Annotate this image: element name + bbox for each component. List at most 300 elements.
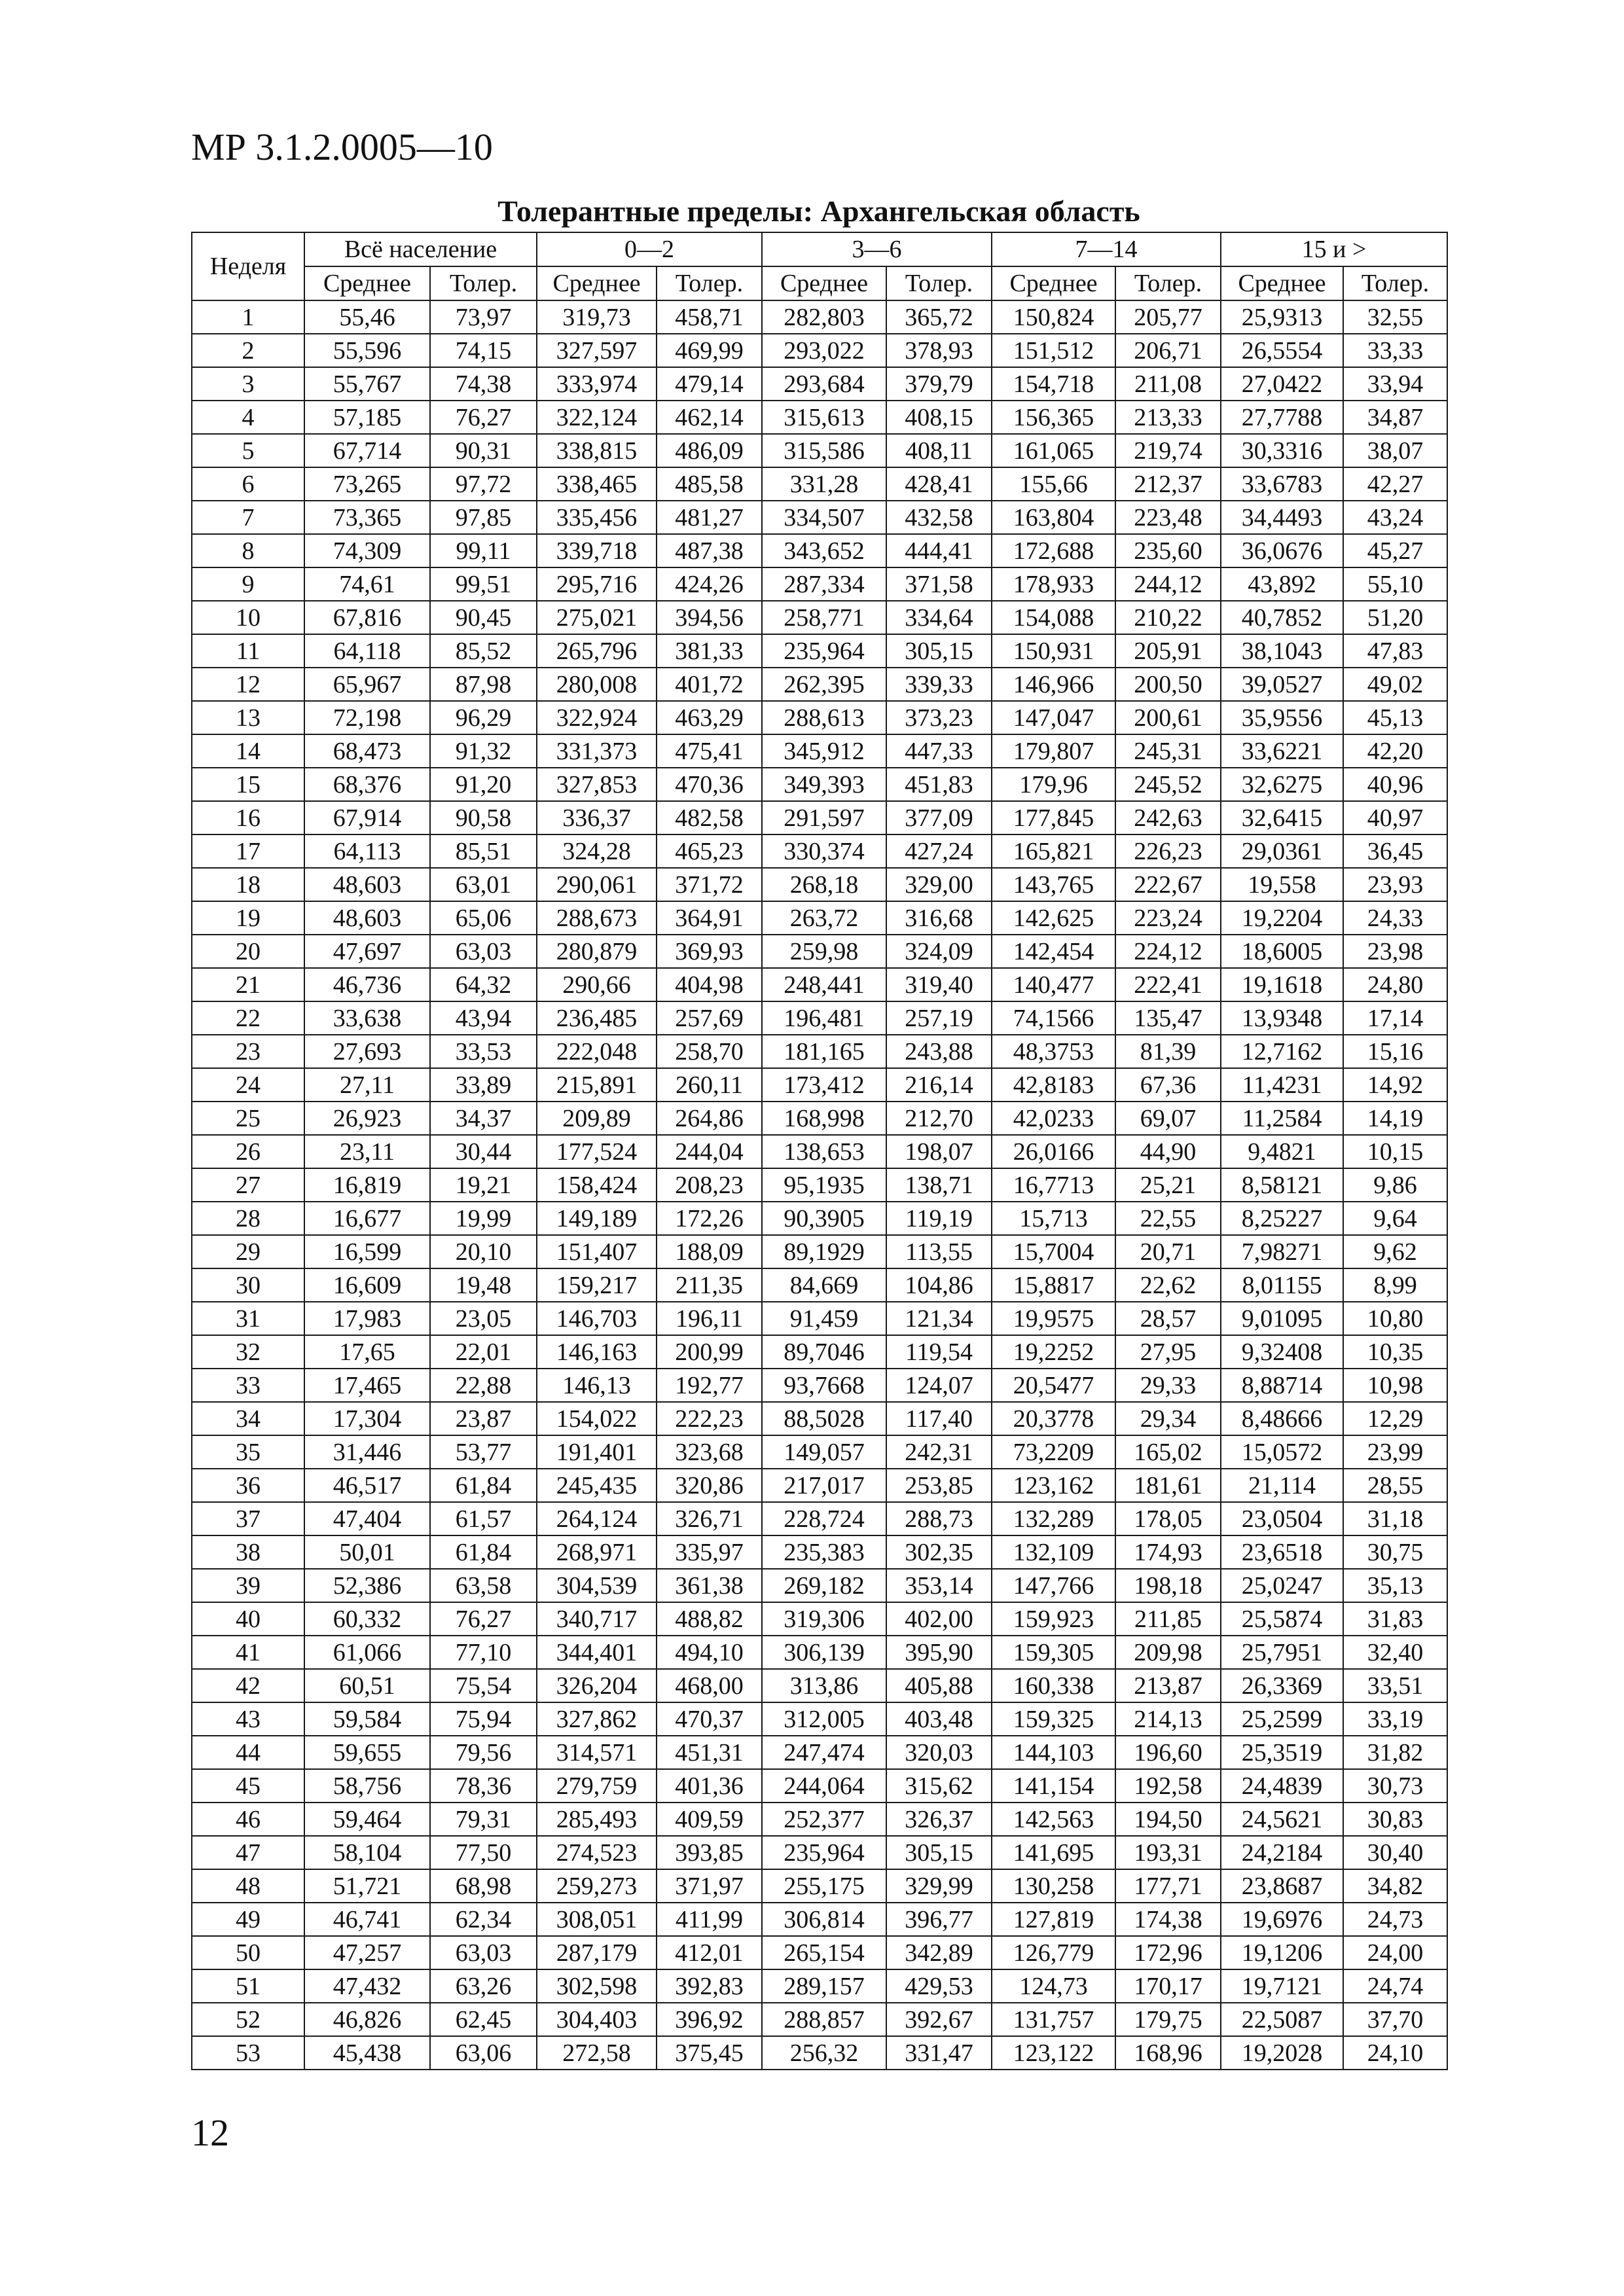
table-row <box>192 701 1447 734</box>
age-0-2-tolerance-cell: 465,23 <box>657 834 762 868</box>
table-row <box>192 1669 1447 1702</box>
age-15-plus-mean-cell: 26,5554 <box>1221 334 1343 367</box>
all-tolerance-cell: 63,06 <box>430 2036 537 2070</box>
age-15-plus-tolerance-cell: 10,98 <box>1343 1369 1447 1402</box>
age-7-14-mean-cell: 26,0166 <box>992 1135 1115 1168</box>
age-15-plus-mean-cell: 34,4493 <box>1221 501 1343 534</box>
age-3-6-tolerance-cell: 365,72 <box>886 300 992 334</box>
age-7-14-mean-cell: 141,695 <box>992 1836 1115 1869</box>
table-row <box>192 467 1447 501</box>
all-tolerance-cell: 19,21 <box>430 1168 537 1202</box>
age-7-14-mean-cell: 130,258 <box>992 1869 1115 1903</box>
age-7-14-tolerance-cell: 210,22 <box>1115 601 1221 634</box>
age-0-2-mean-cell: 338,815 <box>537 434 657 467</box>
age-7-14-mean-cell: 179,96 <box>992 768 1115 801</box>
week-cell: 18 <box>192 868 304 901</box>
age-3-6-tolerance-cell: 331,47 <box>886 2036 992 2070</box>
week-cell: 15 <box>192 768 304 801</box>
all-tolerance-cell: 19,48 <box>430 1268 537 1302</box>
age-3-6-tolerance-cell: 253,85 <box>886 1469 992 1502</box>
table-row <box>192 1135 1447 1168</box>
table-row <box>192 768 1447 801</box>
age-3-6-tolerance-cell: 121,34 <box>886 1302 992 1335</box>
age-3-6-mean-cell: 235,964 <box>762 1836 886 1869</box>
age-3-6-mean-cell: 90,3905 <box>762 1202 886 1235</box>
week-cell: 11 <box>192 634 304 668</box>
all-mean-cell: 27,11 <box>304 1068 430 1102</box>
age-15-plus-mean-cell: 26,3369 <box>1221 1669 1343 1702</box>
age-15-plus-mean-cell: 24,2184 <box>1221 1836 1343 1869</box>
age-15-plus-tolerance-cell: 24,00 <box>1343 1936 1447 1969</box>
age-3-6-mean-cell: 84,669 <box>762 1268 886 1302</box>
age-3-6-mean-cell: 262,395 <box>762 668 886 701</box>
age-7-14-tolerance-cell: 25,21 <box>1115 1168 1221 1202</box>
age-3-6-mean-cell: 247,474 <box>762 1736 886 1769</box>
week-cell: 53 <box>192 2036 304 2070</box>
age-7-14-tolerance-cell: 222,67 <box>1115 868 1221 901</box>
age-7-14-mean-cell: 142,454 <box>992 935 1115 968</box>
age-0-2-mean-cell: 288,673 <box>537 901 657 935</box>
all-tolerance-cell: 33,53 <box>430 1035 537 1068</box>
age-0-2-mean-cell: 326,204 <box>537 1669 657 1702</box>
age-15-plus-tolerance-cell: 30,83 <box>1343 1803 1447 1836</box>
all-mean-cell: 74,61 <box>304 567 430 601</box>
week-cell: 21 <box>192 968 304 1001</box>
age-7-14-mean-cell: 142,563 <box>992 1803 1115 1836</box>
all-mean-cell: 61,066 <box>304 1636 430 1669</box>
all-mean-cell: 74,309 <box>304 534 430 567</box>
age-3-6-tolerance-cell: 395,90 <box>886 1636 992 1669</box>
age-15-plus-tolerance-cell: 17,14 <box>1343 1001 1447 1035</box>
age-15-plus-tolerance-cell: 9,64 <box>1343 1202 1447 1235</box>
age-15-plus-mean-cell: 11,2584 <box>1221 1102 1343 1135</box>
age-7-14-mean-cell: 74,1566 <box>992 1001 1115 1035</box>
table-row <box>192 1001 1447 1035</box>
age-15-plus-tolerance-cell: 24,10 <box>1343 2036 1447 2070</box>
all-mean-cell: 64,118 <box>304 634 430 668</box>
age-3-6-tolerance-cell: 242,31 <box>886 1435 992 1469</box>
all-mean-cell: 33,638 <box>304 1001 430 1035</box>
tolerance-limits-table <box>191 232 1448 2070</box>
age-0-2-mean-cell: 222,048 <box>537 1035 657 1068</box>
age-15-plus-mean-cell: 21,114 <box>1221 1469 1343 1502</box>
all-mean-cell: 60,51 <box>304 1669 430 1702</box>
age-0-2-mean-cell: 209,89 <box>537 1102 657 1135</box>
age-7-14-tolerance-cell: 174,38 <box>1115 1903 1221 1936</box>
age-3-6-tolerance-cell: 320,03 <box>886 1736 992 1769</box>
table-row <box>192 367 1447 401</box>
age-15-plus-tolerance-cell: 35,13 <box>1343 1569 1447 1602</box>
table-row <box>192 334 1447 367</box>
age-15-plus-mean-cell: 39,0527 <box>1221 668 1343 701</box>
age-3-6-tolerance-cell: 329,99 <box>886 1869 992 1903</box>
week-cell: 17 <box>192 834 304 868</box>
week-cell: 40 <box>192 1602 304 1636</box>
age-15-plus-mean-cell: 23,8687 <box>1221 1869 1343 1903</box>
age-15-plus-tolerance-cell: 23,99 <box>1343 1435 1447 1469</box>
subheader-tolerance: Толер. <box>886 266 992 300</box>
table-row <box>192 1636 1447 1669</box>
all-mean-cell: 17,983 <box>304 1302 430 1335</box>
age-3-6-mean-cell: 173,412 <box>762 1068 886 1102</box>
age-0-2-tolerance-cell: 462,14 <box>657 401 762 434</box>
all-tolerance-cell: 63,03 <box>430 935 537 968</box>
table-row <box>192 801 1447 834</box>
age-3-6-mean-cell: 93,7668 <box>762 1369 886 1402</box>
all-mean-cell: 73,265 <box>304 467 430 501</box>
age-7-14-tolerance-cell: 209,98 <box>1115 1636 1221 1669</box>
age-7-14-mean-cell: 143,765 <box>992 868 1115 901</box>
age-7-14-tolerance-cell: 245,31 <box>1115 734 1221 768</box>
age-15-plus-mean-cell: 8,58121 <box>1221 1168 1343 1202</box>
all-mean-cell: 72,198 <box>304 701 430 734</box>
table-row <box>192 1335 1447 1369</box>
age-7-14-mean-cell: 155,66 <box>992 467 1115 501</box>
all-mean-cell: 65,967 <box>304 668 430 701</box>
age-15-plus-tolerance-cell: 10,80 <box>1343 1302 1447 1335</box>
age-15-plus-tolerance-cell: 37,70 <box>1343 2003 1447 2036</box>
age-0-2-tolerance-cell: 335,97 <box>657 1535 762 1569</box>
week-cell: 33 <box>192 1369 304 1402</box>
age-3-6-tolerance-cell: 288,73 <box>886 1502 992 1535</box>
week-cell: 22 <box>192 1001 304 1035</box>
age-15-plus-mean-cell: 19,1206 <box>1221 1936 1343 1969</box>
age-7-14-tolerance-cell: 44,90 <box>1115 1135 1221 1168</box>
age-3-6-mean-cell: 282,803 <box>762 300 886 334</box>
age-15-plus-tolerance-cell: 24,80 <box>1343 968 1447 1001</box>
age-7-14-tolerance-cell: 242,63 <box>1115 801 1221 834</box>
all-mean-cell: 52,386 <box>304 1569 430 1602</box>
age-15-plus-tolerance-cell: 42,20 <box>1343 734 1447 768</box>
age-15-plus-mean-cell: 9,4821 <box>1221 1135 1343 1168</box>
age-3-6-mean-cell: 306,139 <box>762 1636 886 1669</box>
age-7-14-mean-cell: 154,088 <box>992 601 1115 634</box>
age-0-2-mean-cell: 304,403 <box>537 2003 657 2036</box>
table-row <box>192 300 1447 334</box>
age-15-plus-mean-cell: 24,5621 <box>1221 1803 1343 1836</box>
table-row <box>192 1535 1447 1569</box>
age-0-2-mean-cell: 338,465 <box>537 467 657 501</box>
age-15-plus-mean-cell: 12,7162 <box>1221 1035 1343 1068</box>
all-tolerance-cell: 68,98 <box>430 1869 537 1903</box>
age-7-14-mean-cell: 161,065 <box>992 434 1115 467</box>
age-15-plus-mean-cell: 24,4839 <box>1221 1769 1343 1803</box>
age-7-14-tolerance-cell: 177,71 <box>1115 1869 1221 1903</box>
all-mean-cell: 16,599 <box>304 1235 430 1268</box>
all-mean-cell: 58,756 <box>304 1769 430 1803</box>
age-3-6-tolerance-cell: 408,15 <box>886 401 992 434</box>
age-15-plus-tolerance-cell: 23,98 <box>1343 935 1447 968</box>
age-7-14-mean-cell: 154,718 <box>992 367 1115 401</box>
age-3-6-tolerance-cell: 432,58 <box>886 501 992 534</box>
age-15-plus-tolerance-cell: 24,33 <box>1343 901 1447 935</box>
age-7-14-tolerance-cell: 178,05 <box>1115 1502 1221 1535</box>
all-tolerance-cell: 23,05 <box>430 1302 537 1335</box>
all-tolerance-cell: 78,36 <box>430 1769 537 1803</box>
all-tolerance-cell: 90,58 <box>430 801 537 834</box>
week-cell: 43 <box>192 1702 304 1736</box>
age-7-14-mean-cell: 177,845 <box>992 801 1115 834</box>
subheader-tolerance: Толер. <box>657 266 762 300</box>
table-row <box>192 1469 1447 1502</box>
week-cell: 27 <box>192 1168 304 1202</box>
age-15-plus-mean-cell: 8,25227 <box>1221 1202 1343 1235</box>
age-0-2-tolerance-cell: 470,36 <box>657 768 762 801</box>
all-tolerance-cell: 63,58 <box>430 1569 537 1602</box>
age-3-6-tolerance-cell: 319,40 <box>886 968 992 1001</box>
age-7-14-tolerance-cell: 214,13 <box>1115 1702 1221 1736</box>
age-15-plus-tolerance-cell: 30,73 <box>1343 1769 1447 1803</box>
subheader-tolerance: Толер. <box>1343 266 1447 300</box>
table-header-groups <box>192 232 1447 266</box>
age-7-14-tolerance-cell: 222,41 <box>1115 968 1221 1001</box>
week-cell: 16 <box>192 801 304 834</box>
age-0-2-mean-cell: 151,407 <box>537 1235 657 1268</box>
table-row <box>192 1302 1447 1335</box>
all-mean-cell: 27,693 <box>304 1035 430 1068</box>
table-row <box>192 1435 1447 1469</box>
age-0-2-mean-cell: 149,189 <box>537 1202 657 1235</box>
age-0-2-tolerance-cell: 486,09 <box>657 434 762 467</box>
table-row <box>192 834 1447 868</box>
all-mean-cell: 48,603 <box>304 868 430 901</box>
age-0-2-mean-cell: 146,13 <box>537 1369 657 1402</box>
age-3-6-mean-cell: 293,684 <box>762 367 886 401</box>
all-tolerance-cell: 74,15 <box>430 334 537 367</box>
age-3-6-tolerance-cell: 378,93 <box>886 334 992 367</box>
age-0-2-mean-cell: 191,401 <box>537 1435 657 1469</box>
age-7-14-tolerance-cell: 212,37 <box>1115 467 1221 501</box>
age-0-2-tolerance-cell: 394,56 <box>657 601 762 634</box>
age-15-plus-tolerance-cell: 24,74 <box>1343 1969 1447 2003</box>
age-7-14-tolerance-cell: 192,58 <box>1115 1769 1221 1803</box>
document-code: МР 3.1.2.0005—10 <box>191 126 493 168</box>
all-tolerance-cell: 33,89 <box>430 1068 537 1102</box>
age-0-2-mean-cell: 158,424 <box>537 1168 657 1202</box>
table-row <box>192 2003 1447 2036</box>
week-cell: 5 <box>192 434 304 467</box>
week-cell: 30 <box>192 1268 304 1302</box>
all-tolerance-cell: 64,32 <box>430 968 537 1001</box>
age-15-plus-mean-cell: 8,88714 <box>1221 1369 1343 1402</box>
age-0-2-mean-cell: 280,008 <box>537 668 657 701</box>
age-15-plus-mean-cell: 19,6976 <box>1221 1903 1343 1936</box>
age-15-plus-tolerance-cell: 23,93 <box>1343 868 1447 901</box>
age-0-2-mean-cell: 314,571 <box>537 1736 657 1769</box>
table-row <box>192 1736 1447 1769</box>
age-15-plus-tolerance-cell: 40,96 <box>1343 768 1447 801</box>
table-row <box>192 634 1447 668</box>
age-0-2-tolerance-cell: 487,38 <box>657 534 762 567</box>
age-7-14-mean-cell: 20,3778 <box>992 1402 1115 1435</box>
age-15-plus-mean-cell: 35,9556 <box>1221 701 1343 734</box>
age-7-14-tolerance-cell: 168,96 <box>1115 2036 1221 2070</box>
week-cell: 28 <box>192 1202 304 1235</box>
age-3-6-tolerance-cell: 373,23 <box>886 701 992 734</box>
all-mean-cell: 55,767 <box>304 367 430 401</box>
age-15-plus-tolerance-cell: 15,16 <box>1343 1035 1447 1068</box>
all-tolerance-cell: 77,10 <box>430 1636 537 1669</box>
age-15-plus-tolerance-cell: 40,97 <box>1343 801 1447 834</box>
age-3-6-mean-cell: 349,393 <box>762 768 886 801</box>
age-7-14-tolerance-cell: 200,61 <box>1115 701 1221 734</box>
age-0-2-mean-cell: 331,373 <box>537 734 657 768</box>
age-0-2-tolerance-cell: 392,83 <box>657 1969 762 2003</box>
age-15-plus-tolerance-cell: 32,55 <box>1343 300 1447 334</box>
week-cell: 46 <box>192 1803 304 1836</box>
age-0-2-tolerance-cell: 401,36 <box>657 1769 762 1803</box>
all-mean-cell: 48,603 <box>304 901 430 935</box>
age-15-plus-mean-cell: 25,3519 <box>1221 1736 1343 1769</box>
age-7-14-tolerance-cell: 165,02 <box>1115 1435 1221 1469</box>
table-row <box>192 1369 1447 1402</box>
age-0-2-tolerance-cell: 320,86 <box>657 1469 762 1502</box>
age-3-6-mean-cell: 312,005 <box>762 1702 886 1736</box>
table-row <box>192 901 1447 935</box>
age-15-plus-tolerance-cell: 31,83 <box>1343 1602 1447 1636</box>
all-tolerance-cell: 97,72 <box>430 467 537 501</box>
age-3-6-mean-cell: 306,814 <box>762 1903 886 1936</box>
age-7-14-tolerance-cell: 174,93 <box>1115 1535 1221 1569</box>
week-cell: 49 <box>192 1903 304 1936</box>
week-cell: 6 <box>192 467 304 501</box>
age-0-2-tolerance-cell: 451,31 <box>657 1736 762 1769</box>
age-0-2-tolerance-cell: 371,97 <box>657 1869 762 1903</box>
age-7-14-mean-cell: 179,807 <box>992 734 1115 768</box>
age-15-plus-mean-cell: 25,9313 <box>1221 300 1343 334</box>
week-cell: 45 <box>192 1769 304 1803</box>
age-3-6-mean-cell: 313,86 <box>762 1669 886 1702</box>
table-row <box>192 668 1447 701</box>
age-7-14-tolerance-cell: 194,50 <box>1115 1803 1221 1836</box>
age-3-6-mean-cell: 258,771 <box>762 601 886 634</box>
age-0-2-mean-cell: 335,456 <box>537 501 657 534</box>
age-15-plus-mean-cell: 25,0247 <box>1221 1569 1343 1602</box>
all-tolerance-cell: 19,99 <box>430 1202 537 1235</box>
age-15-plus-tolerance-cell: 49,02 <box>1343 668 1447 701</box>
group-header-7-14: 7—14 <box>992 232 1221 266</box>
age-0-2-mean-cell: 215,891 <box>537 1068 657 1102</box>
age-15-plus-mean-cell: 36,0676 <box>1221 534 1343 567</box>
age-7-14-mean-cell: 144,103 <box>992 1736 1115 1769</box>
age-3-6-tolerance-cell: 377,09 <box>886 801 992 834</box>
age-15-plus-tolerance-cell: 43,24 <box>1343 501 1447 534</box>
age-15-plus-mean-cell: 19,2204 <box>1221 901 1343 935</box>
age-0-2-tolerance-cell: 485,58 <box>657 467 762 501</box>
table-row <box>192 2036 1447 2070</box>
age-3-6-tolerance-cell: 392,67 <box>886 2003 992 2036</box>
age-3-6-tolerance-cell: 117,40 <box>886 1402 992 1435</box>
age-0-2-tolerance-cell: 326,71 <box>657 1502 762 1535</box>
age-15-plus-tolerance-cell: 33,51 <box>1343 1669 1447 1702</box>
age-7-14-mean-cell: 159,923 <box>992 1602 1115 1636</box>
table-row <box>192 1268 1447 1302</box>
age-3-6-mean-cell: 149,057 <box>762 1435 886 1469</box>
age-3-6-tolerance-cell: 315,62 <box>886 1769 992 1803</box>
table-row <box>192 1702 1447 1736</box>
subheader-mean: Среднее <box>304 266 430 300</box>
all-mean-cell: 73,365 <box>304 501 430 534</box>
age-0-2-mean-cell: 280,879 <box>537 935 657 968</box>
week-cell: 38 <box>192 1535 304 1569</box>
all-tolerance-cell: 20,10 <box>430 1235 537 1268</box>
age-3-6-mean-cell: 265,154 <box>762 1936 886 1969</box>
age-7-14-tolerance-cell: 29,33 <box>1115 1369 1221 1402</box>
age-3-6-tolerance-cell: 212,70 <box>886 1102 992 1135</box>
all-tolerance-cell: 65,06 <box>430 901 537 935</box>
age-15-plus-mean-cell: 32,6275 <box>1221 768 1343 801</box>
week-cell: 8 <box>192 534 304 567</box>
age-15-plus-tolerance-cell: 33,94 <box>1343 367 1447 401</box>
age-3-6-tolerance-cell: 119,19 <box>886 1202 992 1235</box>
age-15-plus-tolerance-cell: 10,35 <box>1343 1335 1447 1369</box>
age-7-14-tolerance-cell: 20,71 <box>1115 1235 1221 1268</box>
all-tolerance-cell: 90,45 <box>430 601 537 634</box>
age-3-6-tolerance-cell: 329,00 <box>886 868 992 901</box>
age-0-2-tolerance-cell: 411,99 <box>657 1903 762 1936</box>
age-7-14-tolerance-cell: 219,74 <box>1115 434 1221 467</box>
all-mean-cell: 31,446 <box>304 1435 430 1469</box>
age-7-14-mean-cell: 142,625 <box>992 901 1115 935</box>
week-cell: 4 <box>192 401 304 434</box>
table-header-subcolumns <box>192 266 1447 300</box>
week-cell: 1 <box>192 300 304 334</box>
table-row <box>192 1803 1447 1836</box>
age-3-6-tolerance-cell: 243,88 <box>886 1035 992 1068</box>
age-7-14-mean-cell: 159,305 <box>992 1636 1115 1669</box>
age-3-6-mean-cell: 288,613 <box>762 701 886 734</box>
all-tolerance-cell: 61,57 <box>430 1502 537 1535</box>
week-cell: 26 <box>192 1135 304 1168</box>
week-cell: 29 <box>192 1235 304 1268</box>
all-tolerance-cell: 74,38 <box>430 367 537 401</box>
age-7-14-tolerance-cell: 205,91 <box>1115 634 1221 668</box>
age-3-6-tolerance-cell: 427,24 <box>886 834 992 868</box>
age-15-plus-mean-cell: 15,0572 <box>1221 1435 1343 1469</box>
age-15-plus-mean-cell: 18,6005 <box>1221 935 1343 968</box>
week-cell: 42 <box>192 1669 304 1702</box>
age-3-6-tolerance-cell: 302,35 <box>886 1535 992 1569</box>
age-7-14-mean-cell: 42,0233 <box>992 1102 1115 1135</box>
week-cell: 35 <box>192 1435 304 1469</box>
age-7-14-tolerance-cell: 211,85 <box>1115 1602 1221 1636</box>
age-15-plus-mean-cell: 19,7121 <box>1221 1969 1343 2003</box>
age-7-14-mean-cell: 141,154 <box>992 1769 1115 1803</box>
age-15-plus-tolerance-cell: 10,15 <box>1343 1135 1447 1168</box>
age-0-2-tolerance-cell: 409,59 <box>657 1803 762 1836</box>
week-cell: 44 <box>192 1736 304 1769</box>
all-mean-cell: 46,741 <box>304 1903 430 1936</box>
age-0-2-mean-cell: 259,273 <box>537 1869 657 1903</box>
age-3-6-tolerance-cell: 324,09 <box>886 935 992 968</box>
age-0-2-mean-cell: 146,163 <box>537 1335 657 1369</box>
age-15-plus-tolerance-cell: 12,29 <box>1343 1402 1447 1435</box>
age-0-2-tolerance-cell: 488,82 <box>657 1602 762 1636</box>
age-0-2-mean-cell: 327,597 <box>537 334 657 367</box>
age-7-14-tolerance-cell: 27,95 <box>1115 1335 1221 1369</box>
age-0-2-mean-cell: 339,718 <box>537 534 657 567</box>
age-0-2-tolerance-cell: 481,27 <box>657 501 762 534</box>
age-3-6-tolerance-cell: 403,48 <box>886 1702 992 1736</box>
week-cell: 2 <box>192 334 304 367</box>
age-3-6-mean-cell: 334,507 <box>762 501 886 534</box>
age-0-2-mean-cell: 272,58 <box>537 2036 657 2070</box>
age-7-14-mean-cell: 20,5477 <box>992 1369 1115 1402</box>
age-0-2-mean-cell: 336,37 <box>537 801 657 834</box>
age-15-plus-tolerance-cell: 9,62 <box>1343 1235 1447 1268</box>
all-mean-cell: 50,01 <box>304 1535 430 1569</box>
week-cell: 3 <box>192 367 304 401</box>
